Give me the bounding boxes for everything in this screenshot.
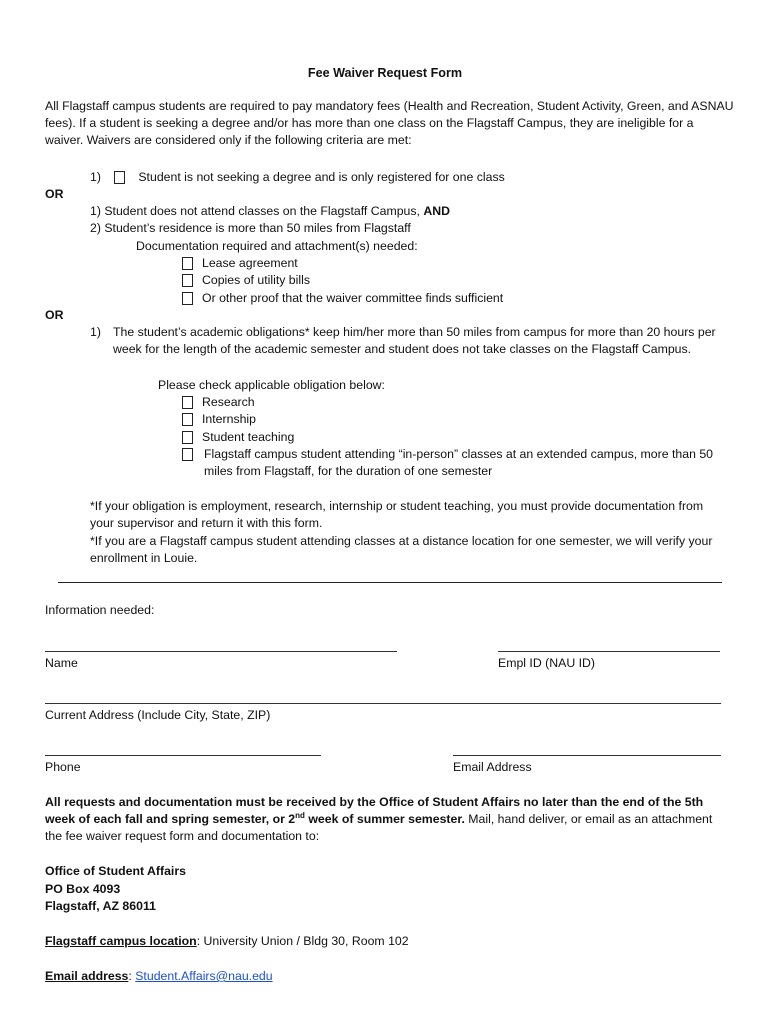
form-title: Fee Waiver Request Form <box>307 66 463 80</box>
criterion-3-number: 1) <box>90 325 101 339</box>
office-po-box: PO Box 4093 <box>45 882 121 896</box>
email-address-sep: : <box>128 969 136 983</box>
utility-checkbox[interactable] <box>182 274 193 287</box>
research-checkbox[interactable] <box>182 396 193 409</box>
deadline-normal: Mail, hand deliver, or email as an attachment the fee waiver request form and documentation to: <box>45 812 713 843</box>
phone-label: Phone <box>45 760 81 774</box>
doc-option-lease <box>182 255 298 272</box>
or-label-1: OR <box>45 187 64 201</box>
other-proof-label: Or other proof that the waiver committee finds sufficient <box>202 291 504 305</box>
email-input-line[interactable] <box>453 755 721 756</box>
student-teaching-label: Student teaching <box>202 430 295 444</box>
obligation-option-research <box>182 394 255 411</box>
other-proof-checkbox[interactable] <box>182 292 193 305</box>
phone-input-line[interactable] <box>45 755 321 756</box>
email-address-link[interactable]: Student.Affairs@nau.edu <box>135 969 273 983</box>
deadline-bold-2: week of summer semester. <box>304 812 465 826</box>
doc-option-utility <box>182 272 310 289</box>
doc-option-other <box>182 290 503 307</box>
email-address-label: Email address <box>45 969 129 983</box>
internship-checkbox[interactable] <box>182 413 193 426</box>
student-teaching-checkbox[interactable] <box>182 431 193 444</box>
deadline-bold-1: All requests and documentation must be received by the Office of Student Affairs no later than the end of the 5th week of each fall and spring semester, or 2 <box>45 795 704 826</box>
criterion-2-item-1 <box>90 203 450 220</box>
office-city: Flagstaff, AZ 86011 <box>45 899 156 913</box>
note-distance: *If you are a Flagstaff campus student attending classes at a distance location for one semester, we will verify your enrollment in Louie. <box>90 534 713 565</box>
intro-paragraph: All Flagstaff campus students are required to pay mandatory fees (Health and Recreation, Student Activity, Green, and ASNAU fees). If a student is seeking a degree and/or has more than one class on the Flagstaff Campus, they are ineligible for a waiver. Waivers are considered only if the following criteria are met: <box>45 99 734 147</box>
address-input-line[interactable] <box>45 703 721 704</box>
email-address-line <box>45 968 273 985</box>
info-heading: Information needed: <box>45 603 155 617</box>
obligation-option-internship <box>182 411 256 428</box>
criterion-1-checkbox[interactable] <box>114 171 125 184</box>
criterion-2-and: AND <box>423 204 451 218</box>
name-label: Name <box>45 656 78 670</box>
deadline-paragraph <box>45 794 730 845</box>
obligation-heading: Please check applicable obligation below: <box>158 378 385 392</box>
lease-checkbox[interactable] <box>182 257 193 270</box>
empl-id-input-line[interactable] <box>498 651 720 652</box>
extended-campus-label: Flagstaff campus student attending “in-person” classes at an extended campus, more than 50 miles from Flagstaff, for the duration of one semester <box>204 447 714 478</box>
note-employment: *If your obligation is employment, research, internship or student teaching, you must provide documentation from your supervisor and return it with this form. <box>90 499 704 530</box>
obligation-option-extended <box>182 446 202 463</box>
obligation-option-teaching <box>182 429 294 446</box>
criterion-3-text: The student’s academic obligations* keep him/her more than 50 miles from campus for more than 20 hours per week for the length of the academic semester and student does not take classes on the Flagstaff Campus. <box>113 325 716 356</box>
criterion-1-text: Student is not seeking a degree and is only registered for one class <box>138 170 505 184</box>
criterion-2-item-2: 2) Student’s residence is more than 50 miles from Flagstaff <box>90 221 411 235</box>
criterion-2-item-1-text: 1) Student does not attend classes on the Flagstaff Campus, <box>90 204 420 218</box>
section-divider <box>58 582 722 583</box>
criterion-1-number: 1) <box>90 170 101 184</box>
deadline-superscript: nd <box>295 810 305 820</box>
documentation-heading: Documentation required and attachment(s) needed: <box>136 239 418 253</box>
email-label: Email Address <box>453 760 532 774</box>
name-input-line[interactable] <box>45 651 397 652</box>
campus-location-value: : University Union / Bldg 30, Room 102 <box>196 934 409 948</box>
empl-id-label: Empl ID (NAU ID) <box>498 656 596 670</box>
lease-label: Lease agreement <box>202 256 298 270</box>
address-label: Current Address (Include City, State, ZIP) <box>45 708 271 722</box>
extended-campus-checkbox[interactable] <box>182 448 193 461</box>
campus-location <box>45 933 409 950</box>
or-label-2: OR <box>45 308 64 322</box>
criterion-1 <box>90 169 505 186</box>
internship-label: Internship <box>202 412 257 426</box>
campus-location-label: Flagstaff campus location <box>45 934 197 948</box>
utility-label: Copies of utility bills <box>202 273 310 287</box>
office-name: Office of Student Affairs <box>45 864 186 878</box>
research-label: Research <box>202 395 255 409</box>
